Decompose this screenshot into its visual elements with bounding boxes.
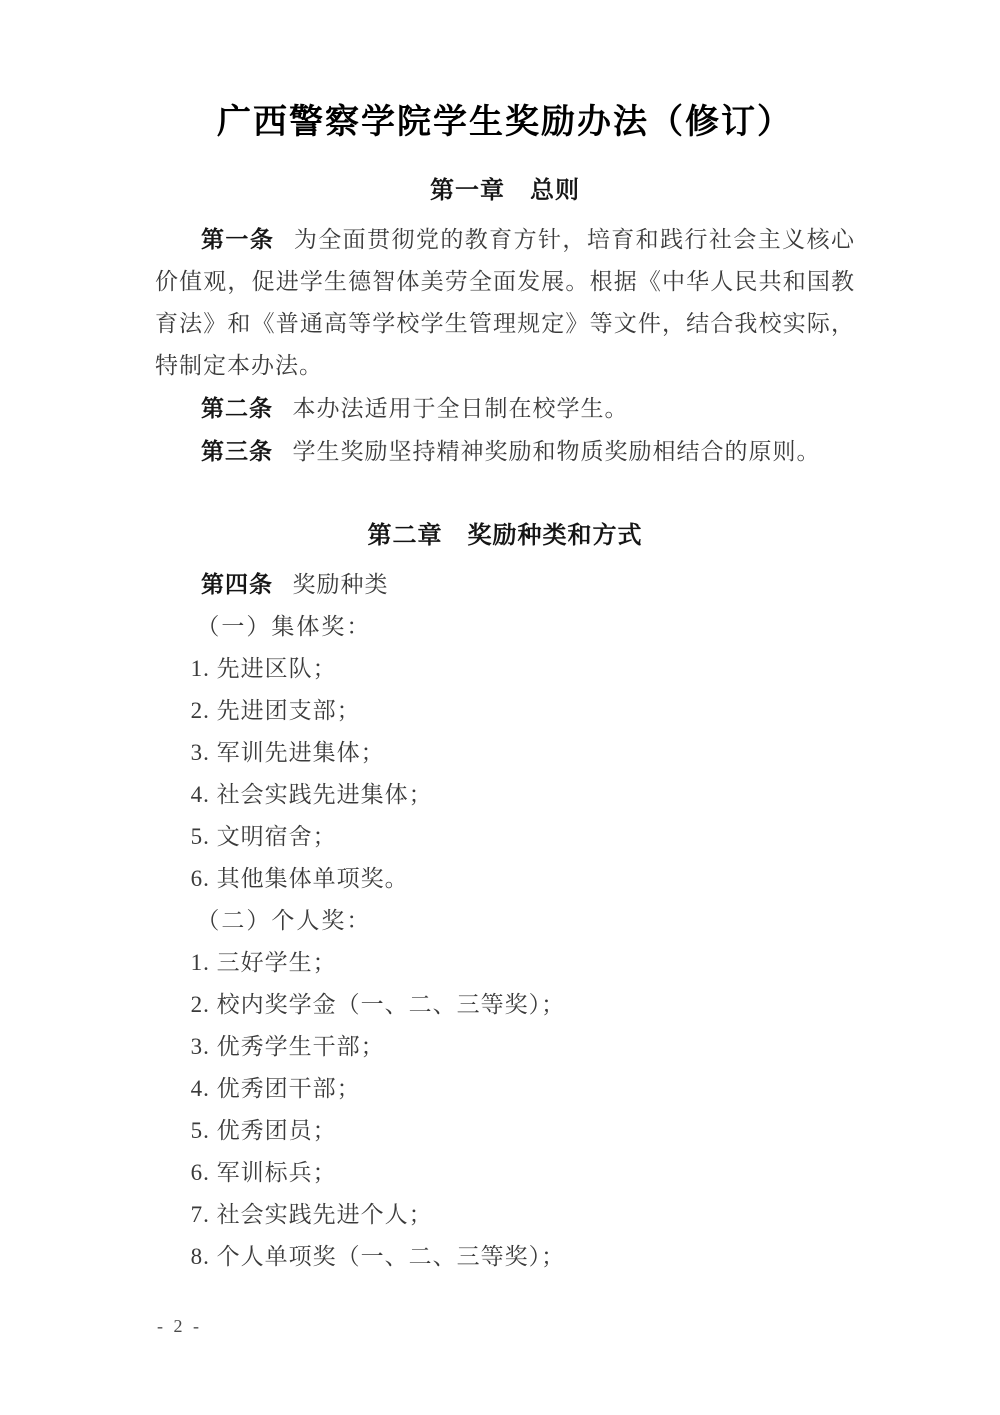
article-4-text: 奖励种类 [292, 572, 389, 597]
chapter-1-heading: 第一章 总则 [430, 177, 580, 204]
collective-award-item-5: 5. 文明宿舍； [190, 824, 337, 849]
document-title: 广西警察学院学生奖励办法（修订） [217, 104, 793, 141]
article-2-text: 本办法适用于全日制在校学生。 [292, 396, 629, 421]
article-4-label: 第四条 [201, 571, 273, 597]
collective-award-item-1: 1. 先进区队； [190, 656, 337, 681]
individual-award-item-2: 2. 校内奖学金（一、二、三等奖）； [190, 992, 566, 1017]
article-3 [155, 430, 855, 473]
group-individual-awards-label: （二）个人奖： [196, 908, 372, 933]
article-1-text: 为全面贯彻党的教育方针，培育和践行社会主义核心价值观，促进学生德智体美劳全面发展。根据《中华人民共和国教育法》和《普通高等学校学生管理规定》等文件，结合我校实际，特制定本办法。 [155, 227, 856, 378]
collective-award-item-4: 4. 社会实践先进集体； [190, 782, 433, 807]
article-1 [155, 218, 855, 387]
collective-award-item-3: 3. 军训先进集体； [190, 740, 385, 765]
article-2-label: 第二条 [201, 395, 273, 421]
collective-award-item-6: 6. 其他集体单项奖。 [190, 866, 409, 891]
individual-award-item-4: 4. 优秀团干部； [190, 1076, 361, 1101]
individual-award-item-3: 3. 优秀学生干部； [190, 1034, 385, 1059]
chapter-2-heading: 第二章 奖励种类和方式 [367, 522, 643, 549]
article-1-label: 第一条 [201, 226, 275, 252]
article-3-label: 第三条 [201, 438, 273, 464]
article-4 [155, 563, 855, 606]
chapter-1 [155, 170, 855, 473]
article-3-text: 学生奖励坚持精神奖励和物质奖励相结合的原则。 [292, 439, 821, 464]
individual-award-item-1: 1. 三好学生； [190, 950, 337, 975]
individual-award-item-5: 5. 优秀团员； [190, 1118, 337, 1143]
individual-award-item-6: 6. 军训标兵； [190, 1160, 337, 1185]
collective-award-item-2: 2. 先进团支部； [190, 698, 361, 723]
article-2 [155, 387, 855, 430]
individual-award-item-8: 8. 个人单项奖（一、二、三等奖）； [190, 1244, 566, 1269]
individual-award-item-7: 7. 社会实践先进个人； [190, 1202, 433, 1227]
group-collective-awards-label: （一）集体奖： [196, 614, 372, 639]
chapter-2 [155, 515, 855, 1278]
page-number: - 2 - [157, 1316, 202, 1336]
